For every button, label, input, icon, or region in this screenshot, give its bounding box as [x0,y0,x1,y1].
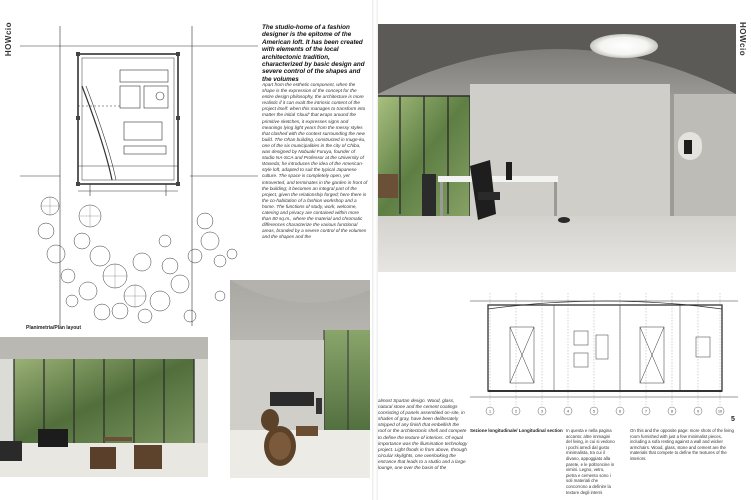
section-axis-5: 5 [593,409,595,414]
section-axis-3: 3 [541,409,543,414]
section-axis-4: 4 [567,409,569,414]
section-axis-7: 7 [645,409,647,414]
lead-paragraph: The studio-home of a fashion designer is the epitome of the American loft. It has been created with elements of the local architectonic tradition, characterized by basic design and severe control of the shapes and the volumes [262,24,365,83]
section-axis-1: 1 [489,409,491,414]
section-axis-8: 8 [671,409,673,414]
photo-caption-italian: In questa e nella pagina accanto: altre immagini del living, in cui si vedono i pochi arredi dal gusto minimalista, tra cui il divano, appoggiato alla parete, e le poltroncine in vimini. Legno, vetro, pietra e cemento sono i soli materiali che concorrono a definire la texture degli interni [566,428,615,495]
section-axis-2: 2 [515,409,517,414]
floor-plan-drawing [20,26,258,326]
magazine-logo-right: HOWcio [738,22,747,57]
longitudinal-section-drawing [470,293,738,423]
section-axis-9: 9 [697,409,699,414]
section-axis-6: 6 [619,409,621,414]
lounge-photo [230,280,370,478]
section-caption: Sezione longitudinale/ Longitudinal section [470,428,563,433]
page-number: 5 [731,416,735,423]
body-text-column-1: Apart from the esthetic component, when the shape is the expression of the concept for the entire design philosophy, the architecture is more realistic if it can exalt the intrinsic content of the project itself: when this manages to transform into matter the initial 'cloud' that wraps around the primitive sketches, it expresses signs and meanings lying light years from the messy styles that clashed with the context surrounding the new build. The Ohan building, constructed in Inuge-ku, one of the six municipalities in the city of Chiba, was designed by Nobuaki Furuya, founder of studio NA-SCA and Professor at the University of Waseda; he introduces the idea of the American-style loft, adapted to suit the typical Japanese culture. The space is completely open, yet introverted, and terminates in the garden in front of the building; it becomes an integral part of the project, given the relationship forged; here there is the co-habitation of a fashion workshop and a home. The functions of study, work, welcome, catering and privacy are contained within more than 80 sq.m., where the material and chromatic differences characterize the various functional areas, branded by a severe control of the volumes and the shapes and the [262,82,368,240]
magazine-logo-left: HOWcio [4,22,13,57]
body-text-column-2: almost Spartan design. Wood, glass, natural stone and the cement coatings consisting of panels assembled on-site, in shades of gray, have been deliberately stripped of any finish that embellish the roof or the architectonic shell and compete to define the texture of interiors. Of equal importance was the illumination technology project. Light floods in from above, through circular skylights, one overlooking the entrance that leads to a studio and a large lounge, one over the basin of the [378,398,468,471]
photo-caption-english: On this and the opposite page: more shots of the living room furnished with just a few minimalist pieces, including a sofa resting against a wall and wicker armchairs. Wood, glass, stone and cement are the materials that compete to define the textures of the interiors. [630,428,734,461]
living-room-photo [0,337,208,477]
studio-interior-photo [378,24,736,272]
section-axis-10: 10 [718,409,722,414]
floor-plan-svg [20,26,258,326]
plan-caption: Planimetria/Plan layout [26,325,82,331]
